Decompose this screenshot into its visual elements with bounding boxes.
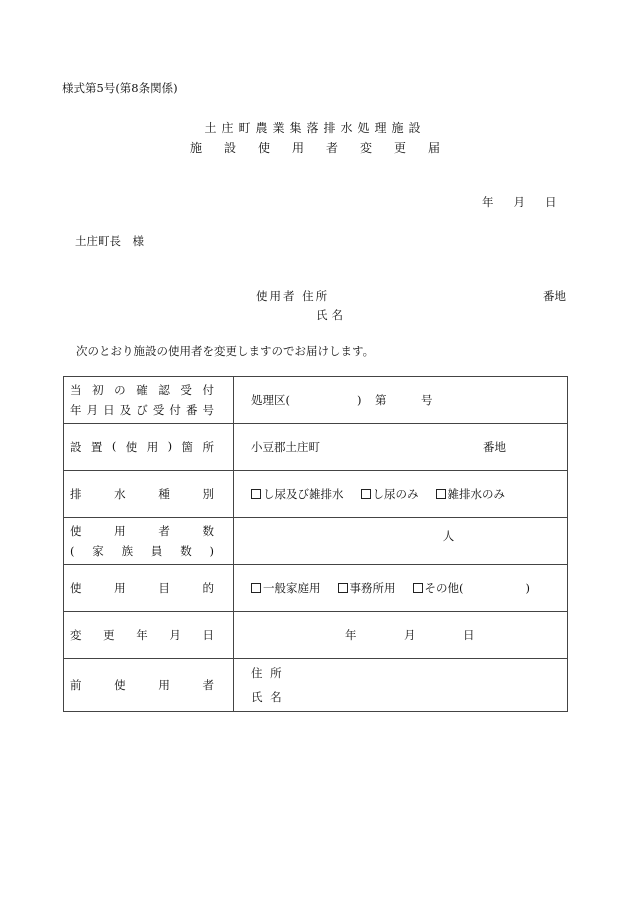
option-label: その他( (424, 581, 464, 595)
label-char: び (136, 403, 148, 417)
previous-address-label: 住 所 (251, 666, 284, 680)
label-char: 者 (158, 524, 170, 538)
label-char: 設 (70, 440, 82, 454)
label-purpose (64, 565, 234, 612)
row-change-date (64, 612, 568, 659)
purpose-option-household[interactable] (251, 580, 321, 596)
district-label: 処理区( (251, 393, 290, 407)
label-char: 付 (169, 403, 181, 417)
checkbox-icon[interactable] (251, 489, 261, 499)
applicant-banchi: 番地 (543, 289, 566, 303)
title-char: 更 (394, 141, 407, 155)
label-location (64, 424, 234, 471)
value-location[interactable] (234, 424, 568, 471)
label-char: 確 (136, 383, 148, 397)
label-char: 的 (202, 581, 214, 595)
previous-name-label: 氏 名 (251, 690, 284, 704)
value-change-date[interactable] (234, 612, 568, 659)
label-char: 号 (202, 403, 214, 417)
label-char: 用 (114, 581, 126, 595)
value-drainage (234, 471, 568, 518)
checkbox-icon[interactable] (436, 489, 446, 499)
row-drainage (64, 471, 568, 518)
label-receipt-line2 (70, 400, 214, 420)
label-receipt (64, 377, 234, 424)
title-char: 用 (291, 141, 304, 155)
label-char: 日 (103, 403, 115, 417)
label-char: の (114, 383, 126, 397)
option-label: 事務所用 (349, 581, 396, 595)
form-number: 様式第5号(第8条関係) (62, 81, 178, 95)
label-char: 初 (92, 383, 104, 397)
addressee: 土庄町長 様 (75, 234, 144, 248)
title-char: 施 (189, 141, 202, 155)
label-char: 置 (90, 440, 103, 454)
label-previous-user (64, 659, 234, 712)
label-char: ( (111, 439, 117, 453)
label-char: 員 (150, 544, 163, 558)
row-receipt (64, 377, 568, 424)
form-title-line2 (0, 139, 630, 156)
label-char: 前 (70, 678, 82, 692)
label-char: 用 (146, 440, 159, 454)
row-previous-user (64, 659, 568, 712)
submission-date (482, 194, 557, 210)
label-char: 族 (121, 544, 134, 558)
label-char: 者 (202, 678, 214, 692)
title-char: 変 (360, 141, 373, 155)
label-change-date (64, 612, 234, 659)
drainage-option-night-soil[interactable] (361, 486, 419, 502)
change-month: 月 (404, 628, 416, 642)
users-unit: 人 (442, 529, 455, 543)
title-char: 者 (326, 141, 339, 155)
label-char: 使 (70, 581, 82, 595)
label-char: 用 (158, 678, 170, 692)
row-purpose (64, 565, 568, 612)
label-char: 受 (152, 403, 165, 417)
label-char: 年 (70, 403, 82, 417)
date-year: 年 (482, 195, 494, 209)
date-month: 月 (513, 195, 525, 209)
label-char: 種 (158, 487, 170, 501)
label-char: 年 (136, 628, 148, 642)
date-day: 日 (545, 195, 557, 209)
value-previous-user[interactable] (234, 659, 568, 712)
label-drainage (64, 471, 234, 518)
label-char: 月 (169, 628, 181, 642)
purpose-option-other[interactable] (413, 580, 464, 596)
label-char: ) (167, 439, 173, 453)
title-char: 使 (257, 141, 270, 155)
purpose-option-office[interactable] (338, 580, 396, 596)
checkbox-icon[interactable] (338, 583, 348, 593)
checkbox-icon[interactable] (361, 489, 371, 499)
checkbox-icon[interactable] (251, 583, 261, 593)
change-form-table (63, 376, 568, 712)
label-char: 水 (114, 487, 126, 501)
district-close: ) (357, 393, 362, 407)
label-char: 付 (202, 383, 214, 397)
label-char: 使 (70, 524, 82, 538)
intro-text: 次のとおり施設の使用者を変更しますのでお届けします。 (76, 344, 375, 358)
label-users (64, 518, 234, 565)
row-location (64, 424, 568, 471)
label-char: ( (70, 544, 75, 558)
value-receipt[interactable] (234, 377, 568, 424)
option-label: し尿のみ (372, 487, 419, 501)
location-prefix: 小豆郡土庄町 (251, 440, 320, 454)
option-label: 一般家庭用 (263, 581, 321, 595)
label-char: 用 (114, 524, 126, 538)
checkbox-icon[interactable] (413, 583, 423, 593)
location-banchi: 番地 (483, 440, 506, 454)
receipt-go: 号 (421, 393, 433, 407)
applicant-name-label: 氏名 (316, 308, 347, 322)
drainage-option-gray-water[interactable] (436, 486, 506, 502)
title-char: 設 (223, 141, 236, 155)
label-char: 受 (180, 383, 192, 397)
label-char: 日 (202, 628, 214, 642)
label-char: 当 (70, 383, 82, 397)
label-char: 更 (103, 628, 115, 642)
option-label: し尿及び雑排水 (263, 487, 344, 501)
change-year: 年 (345, 628, 357, 642)
label-receipt-line1 (70, 380, 214, 400)
title-char: 届 (428, 141, 441, 155)
option-label: 雑排水のみ (447, 487, 505, 501)
change-day: 日 (463, 628, 475, 642)
label-char: 及 (119, 403, 132, 417)
label-char: 使 (114, 678, 126, 692)
label-char: 番 (185, 403, 198, 417)
value-users[interactable] (234, 518, 568, 565)
receipt-dai: 第 (375, 393, 387, 407)
label-char: 家 (92, 544, 104, 558)
drainage-option-both[interactable] (251, 486, 344, 502)
label-char: 数 (180, 544, 192, 558)
label-char: 月 (86, 403, 99, 417)
value-purpose (234, 565, 568, 612)
applicant-address-label: 使用者 住所 (256, 289, 330, 303)
label-char: 使 (125, 440, 138, 454)
label-char: 変 (70, 628, 82, 642)
label-char: 数 (202, 524, 214, 538)
row-users (64, 518, 568, 565)
label-char: 別 (202, 487, 214, 501)
label-char: ) (209, 544, 214, 558)
label-char: 排 (70, 487, 82, 501)
label-char: 箇 (181, 440, 194, 454)
purpose-other-close: ) (525, 581, 530, 595)
label-char: 認 (158, 383, 170, 397)
label-char: 目 (158, 581, 170, 595)
label-char: 所 (202, 440, 214, 454)
form-title-line1: 土庄町農業集落排水処理施設 (204, 121, 426, 135)
